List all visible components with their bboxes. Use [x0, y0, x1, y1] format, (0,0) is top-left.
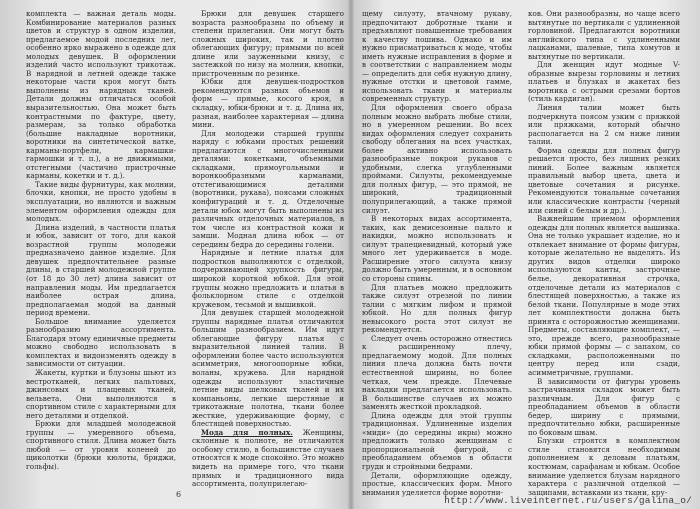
- paragraph: Жакеты, куртки и блузоны шьют из вестротканей, легких пальтовых, джинсовых и плащевых тканей, вельвета. Они выполняются в спортивном стиле с характерными для него деталями и отделкой.: [26, 367, 176, 420]
- paragraph: Юбки для девушек-подростков рекомендуются разных объемов и форм — прямые, косого кроя, в складку, юбки-брюки и т. д. Длина их, разная, наиболее характерная — длина мини.: [192, 77, 344, 130]
- paragraph: Для девушек старшей молодежной группы нарядные платья отличаются большим разнообразием. Им идут облегающие фигуру платья с выразительной линией талии. В оформлении более часто используются асимметрия, многоопорные юбки, воланы, кружева. Для нарядной одежды используют эластичные летние виды шелковых тканей и их компаньоны, легкие шерстяные и трикотажные полотна, ткани более жесткие, удерживающие форму, с блестящей поверхностью.: [192, 308, 344, 429]
- paragraph: ков. Они разнообразны, но чаще всего вытянутые по вертикали с удлиненной горловиной. Предлагаются воротники английского типа с удлиненными лацканами, шалевые, типа хомутов и вытянутые по вертикали.: [528, 9, 680, 61]
- paragraph: Для женщин идут модные V-образные вырезы горловины и летних платьев и блузках и жакетах без воротника с острыми срезами бортов (стиль кардиган).: [528, 60, 680, 104]
- paragraph: Следует очень осторожно отнестись к расширенному плечу, предлагаемому модой. Для полных линия плеча должна быть почти естественной ширины, но более четкая, чем прежде. Плечевые накладки предлагается использовать. В большинстве случаев их можно заменять жесткой прокладкой.: [362, 333, 512, 412]
- paragraph: В некоторых видах ассортимента, таких, как демисезонные пальто и накидки, можно использовать и силуэт трапециевидный, который уже много лет удерживается в моде. Расширение этого силуэта книзу должно быть умеренным, и в основном со стороны спины.: [362, 214, 512, 283]
- paragraph: Важнейшим приемом оформления одежды для полных является вышивка. Она не только украшает изделие, но и отвлекает внимание от формы фигуры, которые желательно не выделять. Из других видов отделки широко используются канты, застрочные белье, декоративная строчка, отделочные детали из материалов с блестящей поверхностью, а также из белой ткани. Популярные в моде этих лет комплектности должна быть принята с осторожностью женщинами. Предметы, составляющие комплект, — это, прежде всего, разнообразные юбки прямой формы — с запахом, со складками, расположенными по центру перед или сзади, асимметричные, группами.: [528, 214, 680, 377]
- paragraph: щему силуэту, втачному рукаву, предпочитают добротные ткани и предъявляют повышенные требования к качеству пошива. Однако и им нужно присматриваться к моде, чтобы иметь нужные исправления в форме и в соответствии с направлением моды — определить для себя нужную длину, нужные отстки и цветовой гамме, использовать ткани и материалы современных структур.: [362, 9, 512, 104]
- paragraph: Длина изделий, в частности платья и юбок, зависит от того, для какой возрастной группы молодежи предназначено данное изделие. Для девушек предпочтительнее разные длины, в старшей молодежной группе (от 18 до 30 лет) длина зависит от направления моды. Им предлагается наиболее острая длина, предполагаемая модой на данный период времени.: [26, 222, 176, 318]
- paragraph: Для молодежи старшей группы наряду с юбками простых решений предлагаются с многочисленными деталями: кокетками, объемными складками, прямоугольными и воронкообразными карманами, отстегивающимися деталями (воротники, рукава), поясами сложных конфигураций и т. д. Отделочные детали юбок могут быть выполнены из различных отделочных материалов, в том числе из контрастной кожи и замши. Модная длина юбок — от середины бедра до середины голени.: [192, 128, 344, 249]
- paragraph: Линия талии может быть подчеркнута поясом узким с пряжкой или пряжками, который обычно располагается на 2 см ниже линии талии.: [528, 103, 680, 147]
- paragraph: Длина одежды для этой группы традиционная. Удлиненные изделия «миди» (до середины икры) можно предложить только женщинам с пропорциональной фигурой, с преобладанием объемов в области груди и стройными бедрами.: [362, 410, 512, 471]
- watermark-url: http://www.liveinternet.ru/users/galina_o/: [444, 495, 692, 506]
- right-column-2: [528, 9, 680, 497]
- paragraph: Такие виды фурнитуры, как молнии, блочки, кнопки, не просто удобны в эксплуатации, но являются и важным элементом оформления одежды для молодых.: [26, 179, 176, 224]
- paragraph: Брюки для девушек старшего возраста разнообразны по объему и степени прилегания. Они могут быть сложных широких, так и плотно облегающих фигуру; прямыми по всей длине или зауженными книзу, с застежкой по низу на молнии, кнопки, пристроченным по резинке.: [192, 9, 344, 78]
- paragraph: В зависимости от фигуры уровень застрачивания складок может быть различным. Для фигур с преобладанием объемов в области бедер, ширину с прямыми, предпочтительно юбки, расширенные по боковым швам.: [528, 376, 680, 437]
- right-page: [362, 9, 680, 497]
- paragraph: Детали, оформляющие одежду, простые, классических форм. Много внимания уделяется форме воротни-: [362, 470, 512, 497]
- left-column-2: [192, 10, 344, 490]
- section-heading: Мода для полных.: [201, 427, 293, 437]
- paragraph: Большое внимание уделяется разнообразию ассортимента. Благодаря этому единичные предметы можно свободно использовать в комплектах и видоизменять одежду в зависимости от ситуации.: [26, 316, 176, 369]
- page-number: 6: [176, 490, 182, 499]
- paragraph: Мода для полных. Женщины, склонные к полноте, не отличаются особому стилю, в большинстве случаев относятся к моде спокойно. Это можно видеть на примере того, что ткани прямых и традиционного вида ассортимента, полуприлегаю-: [192, 427, 344, 489]
- paragraph: Для платьев можно предложить также силуэт отрезной по линии талии с мягким лифом и прямой юбкой. Но для полных фигур невысокого роста этот силуэт не рекомендуется.: [362, 282, 512, 335]
- left-page: [26, 10, 344, 490]
- right-column-1: [362, 9, 512, 497]
- paragraph: комплекта — важная деталь моды. Комбинирование материалов разных цветов и структур в одном изделии, предлагаемое модой последних лет, особенно ярко выражено в одежде для молодых девушек. В оформлении изделий часто используют трикотаж. В нарядной и летней одежде также некоторые части кроя могут быть выполнены из нарядных тканей. Детали должны отличаться особой выразительностью. Она может быть контрастными по фактуре, цвету, размерам, за только обработка (большие накладные воротники, воротники на синтетической ватке, карманы-портфели, кармашки-гармошки и т. п.), а не движимыми, отстегными (частично пристрочные карманы, кокетки и т. д.).: [26, 9, 176, 181]
- paragraph: Блузки строятся в комплектном стиле становятся необходимым дополнением к деловым платьям, костюмам, сарафанам и юбкам. Особое внимание уделяется блузам нарядного характера с различной отделкой — защипами, вставками из ткани, кру-: [528, 436, 680, 497]
- paragraph: Форма одежды для полных фигур решается просто, без лишних резких линий. Более важным является правильный выбор цвета, цвета и цветовые сочетания и рисунке. Рекомендуются тональные сочетания или классические контрасты (черный или синий с белым и др.).: [528, 145, 680, 215]
- book-gutter: [348, 0, 354, 509]
- paragraph: Для оформления своего образа полным можно выбрать любые стили, но в умеренном решении. Во всех видах оформления следует сохранить свободу облегания на всех участках, более активно использовать разнообразные покрои рукавов с удобными, слегка углубленными проймами. Силуэты, рекомендуемые для полных фигур, — это прямой, не широкий, традиционный полуприлегающий, а также прямой силуэт.: [362, 103, 512, 215]
- left-column-1: [26, 10, 176, 490]
- paragraph: Нарядные и летние платья для подростков выполняются с отделкой, подчеркивающей хрупкость фигуры, широкой короткой юбкой. Для этой группы можно предложить и платья в фольклорном стиле с отделкой кружевом, тесьмой и вышивкой.: [192, 248, 344, 309]
- paragraph: Брюки для младшей молодежной группы — умеренного объема, спортивного стиля. Длина может быть любой — от уровня коленей до щиколотки (брюки кюлоты, бриджи, гольфы).: [26, 419, 176, 471]
